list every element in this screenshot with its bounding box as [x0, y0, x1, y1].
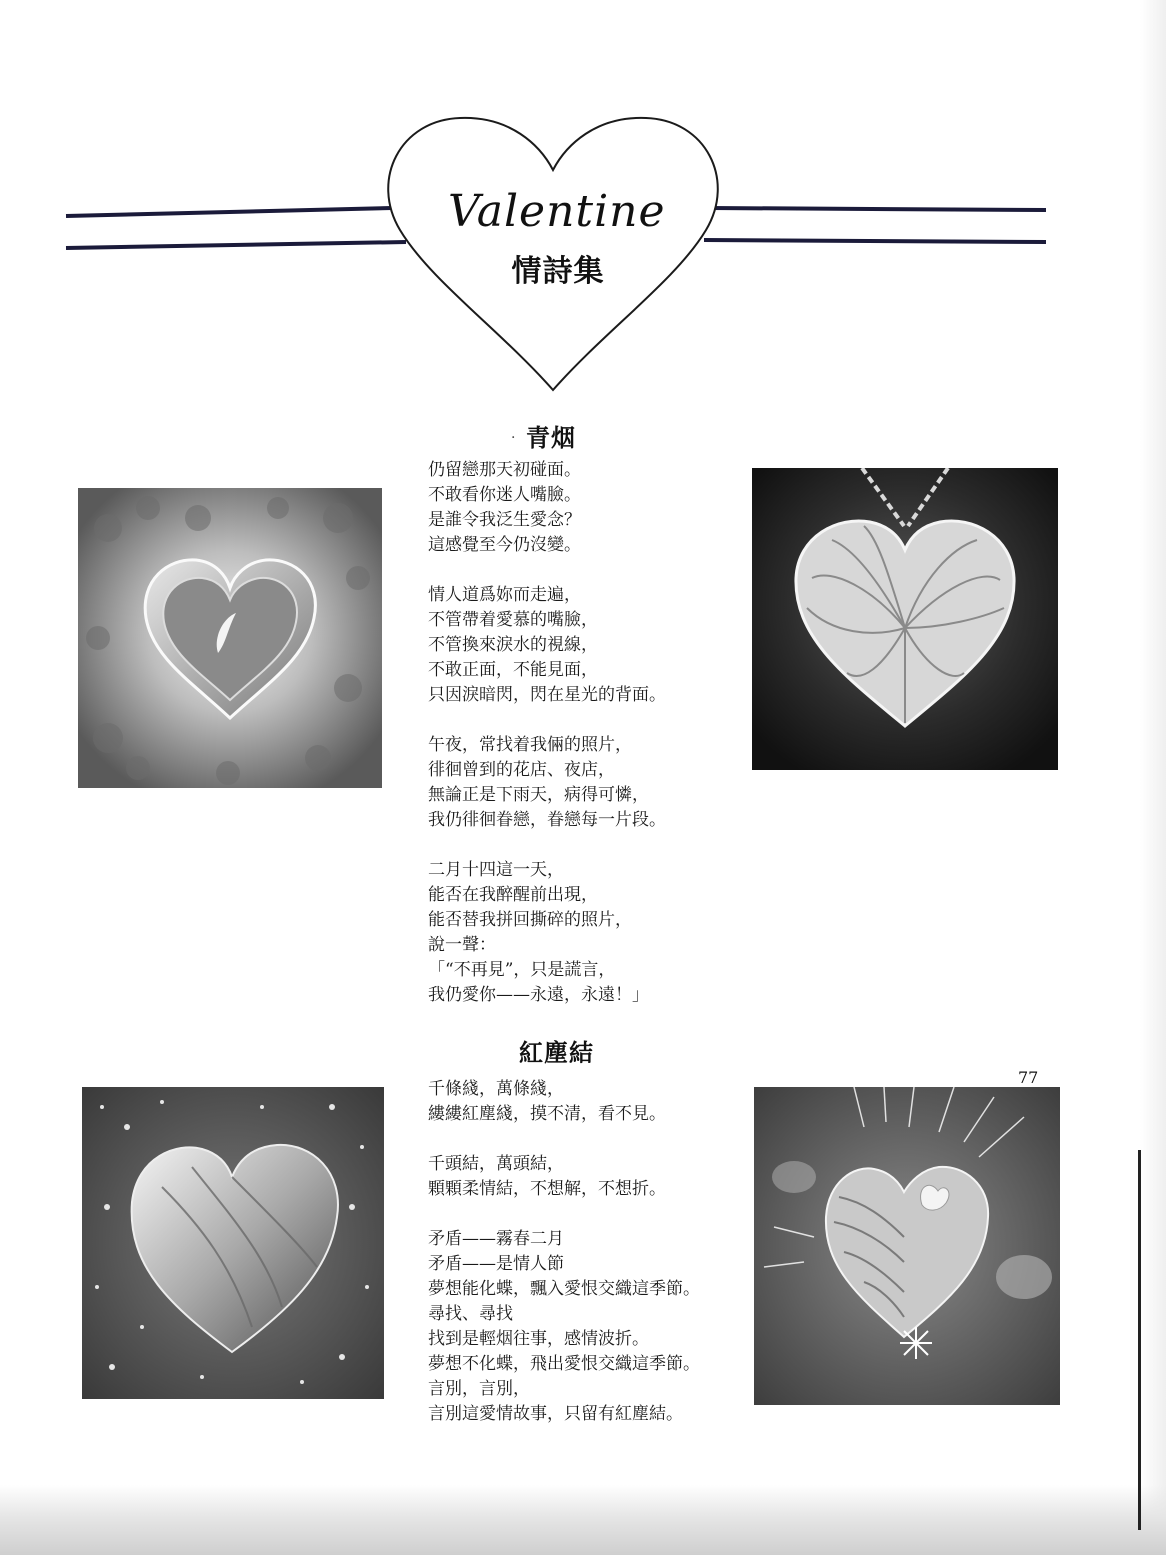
artwork-heart-frame-wreath: [78, 488, 382, 788]
poem-line: 能否替我拼回撕碎的照片，: [428, 910, 632, 930]
artwork-heart-pendant: [752, 468, 1058, 770]
poem-line: 說一聲：: [428, 935, 496, 955]
page-bottom-shade: [0, 1485, 1166, 1555]
poem-line: 我仍愛你——永遠，永遠！」: [428, 985, 649, 1005]
poem-body-2: [428, 1077, 728, 1427]
stanza: [428, 733, 728, 833]
stanza: [428, 1077, 728, 1127]
poem-line: 二月十四這一天，: [428, 860, 564, 880]
stanza: [428, 458, 728, 558]
rule-right-bottom: [704, 240, 1046, 242]
poem-line: 徘徊曾到的花店、夜店，: [428, 760, 615, 780]
poem-line: 矛盾——是情人節: [428, 1254, 564, 1274]
poem-line: 千條綫，萬條綫，: [428, 1079, 564, 1099]
rule-right-top: [710, 208, 1046, 210]
poem-line: 顆顆柔情結，不想解，不想折。: [428, 1179, 666, 1199]
poem-line: 不敢看你迷人嘴臉。: [428, 485, 581, 505]
poem-line: 只因淚暗閃，閃在星光的背面。: [428, 685, 666, 705]
rule-left-bottom: [66, 242, 406, 248]
page-title-script: Valentine: [448, 186, 666, 237]
poem-line: 是誰令我泛生愛念？: [428, 510, 581, 530]
poem-line: 午夜，常找着我倆的照片，: [428, 735, 632, 755]
poem-line: 無論正是下雨天，病得可憐，: [428, 785, 649, 805]
artwork-heart-butterfly: [754, 1087, 1060, 1405]
stanza: [428, 583, 728, 708]
poem-line: 縷縷紅塵綫，摸不清，看不見。: [428, 1104, 666, 1124]
poem-line: 「“不再見”，只是謊言，: [428, 960, 616, 980]
binding-edge-mark: [1138, 1150, 1141, 1530]
poem-line: 夢想能化蝶，飄入愛恨交織這季節。: [428, 1279, 700, 1299]
poem-line: 不管帶着愛慕的嘴臉，: [428, 610, 598, 630]
poem-line: 不管換來淚水的視線，: [428, 635, 598, 655]
rule-left-top: [66, 208, 392, 216]
poem-line: 仍留戀那天初碰面。: [428, 460, 581, 480]
poem-line: 我仍徘徊眷戀，眷戀每一片段。: [428, 810, 666, 830]
poem-line: 不敢正面，不能見面，: [428, 660, 598, 680]
poem-line: 能否在我醉醒前出現，: [428, 885, 598, 905]
poem-title-1: 青烟: [526, 424, 576, 452]
artwork-draped-heart: [82, 1087, 384, 1399]
stanza: [428, 1227, 728, 1427]
page-title-chinese: 情詩集: [511, 254, 605, 289]
poem-body-1: [428, 458, 728, 1008]
page-number: 77: [1018, 1068, 1039, 1087]
poem-line: 言別，言別，: [428, 1379, 530, 1399]
title-dot: ·: [511, 430, 516, 446]
poem-line: 尋找、尋找: [428, 1304, 513, 1324]
stanza: [428, 858, 728, 1008]
poem-title-2: 紅塵結: [519, 1039, 594, 1067]
poem-line: 矛盾——霧春二月: [428, 1229, 564, 1249]
poem-line: 夢想不化蝶，飛出愛恨交織這季節。: [428, 1354, 700, 1374]
poem-line: 情人道爲妳而走遍，: [428, 585, 581, 605]
stanza: [428, 1152, 728, 1202]
poem-line: 找到是輕烟往事，感情波折。: [428, 1329, 649, 1349]
poem-line: 這感覺至今仍沒變。: [428, 535, 581, 555]
poem-line: 千頭結，萬頭結，: [428, 1154, 564, 1174]
poem-line: 言別這愛情故事，只留有紅塵結。: [428, 1404, 683, 1424]
